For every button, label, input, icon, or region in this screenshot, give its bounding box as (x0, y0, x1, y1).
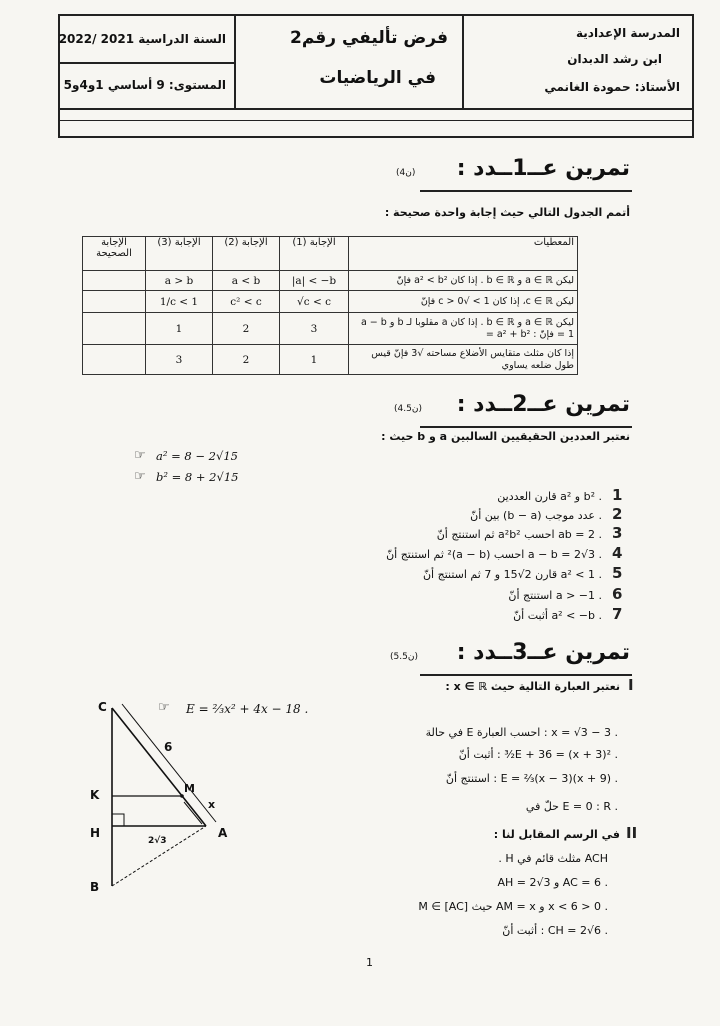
triangle-figure (82, 690, 242, 900)
ex3-f4: . CH = 2√6 : أثبت أنّ (502, 924, 608, 937)
ex3-f3: . 0 < x < 6 و AM = x حيث M ∈ [AC] (418, 900, 608, 913)
ex3-title: تمرين عــ3ــدد : (456, 640, 630, 665)
label-C: C (98, 700, 107, 714)
answer-3: 3 (146, 345, 213, 375)
label-base: 2√3 (148, 836, 167, 846)
ex3-f1: ACH مثلث قائم في H . (498, 852, 608, 865)
label-six: 6 (164, 740, 173, 754)
ex1-points: (4ن) (396, 168, 416, 178)
ex2-q4: . a − b = 2√3 احسب (a − b)² ثم استنتج أنّ (386, 548, 602, 561)
answer-1: 3 (280, 313, 349, 345)
ex3-underline (420, 674, 632, 676)
given: ليكن a ∈ ℝ و b ∈ ℝ . إذا كان a² < b² فإنّ (349, 271, 578, 291)
answer-1: √c < c (280, 291, 349, 313)
page-number: 1 (366, 956, 373, 969)
correct-cell[interactable] (83, 313, 146, 345)
line-BA (112, 826, 206, 886)
label-x: x (208, 798, 216, 811)
answer-2: 2 (213, 313, 280, 345)
ex2-q3: . ab = 2 احسب a²b² ثم استنتج أنّ (436, 528, 602, 541)
ex2-m3: 3 (612, 524, 623, 542)
ex3-q4: . E = 0 : R حلّ في (525, 800, 618, 813)
ex3-q2: . ³⁄₂E + 36 = (x + 3)² : أثبت أنّ (458, 748, 618, 761)
ex2-m6: 6 (612, 585, 623, 603)
ex2-q1: . b² و a² قارن العددين (497, 490, 602, 503)
given: ليكن c ∈ ℝ، إذا كان 1 > √c > 0 فإنّ (349, 291, 578, 313)
subject: في الرياضيات (319, 68, 436, 88)
ex3-points: (5.5ن) (390, 652, 418, 662)
ex2-q7: . a² < −b أثبت أنّ (513, 609, 602, 622)
answer-2: a < b (213, 271, 280, 291)
table-row (83, 313, 578, 345)
level: المستوى: 9 أساسي 1و4و5 (63, 78, 226, 92)
label-B: B (90, 880, 100, 894)
table-row (83, 345, 578, 375)
ex2-points: (4.5ن) (394, 404, 422, 414)
given: ليكن a ∈ ℝ و b ∈ ℝ . إذا كان a مقلوبا لـ b و a − b = 1 فإنّ : a² + b² = (349, 313, 578, 345)
answer-1: |a| < −b (280, 271, 349, 291)
header-divider (234, 16, 236, 108)
ex3-roman1: I (628, 676, 634, 694)
x-segment (184, 802, 202, 824)
ex2-q2: . عدد موجب (b − a) بين أنّ (470, 509, 602, 522)
answer-3: 1 (146, 313, 213, 345)
pointer-icon: ☞ (134, 448, 146, 463)
ex1-underline (420, 190, 632, 192)
header-divider (60, 120, 692, 121)
ex3-part1: نعتبر العبارة التالية حيث x ∈ ℝ : (445, 680, 620, 693)
ex2-m5: 5 (612, 564, 623, 582)
header-box (58, 14, 694, 138)
correct-cell[interactable] (83, 345, 146, 375)
ex2-underline (420, 426, 632, 428)
label-H: H (90, 826, 101, 840)
header-divider (60, 62, 234, 64)
answer-2: c² < c (213, 291, 280, 313)
ex2-intro: نعتبر العددين الحقيقيين السالبين a و b حيث : (381, 430, 630, 443)
col-answer-2: الإجابة (2) (213, 237, 280, 271)
ex3-part2: في الرسم المقابل لنا : (493, 828, 620, 841)
label-M: M (184, 782, 195, 795)
ex2-m7: 7 (612, 605, 623, 623)
line-CA (112, 708, 206, 826)
ex2-title: تمرين عــ2ــدد : (456, 392, 630, 417)
ex3-q3: . E = ⅔(x − 3)(x + 9) : استنتج أنّ (445, 772, 618, 785)
line-parallel (122, 704, 216, 822)
col-correct: الإجابة الصحيحة (83, 237, 146, 271)
answer-1: 1 (280, 345, 349, 375)
col-answer-1: الإجابة (1) (280, 237, 349, 271)
ex2-m2: 2 (612, 505, 623, 523)
ex3-expr: E = ⅔x² + 4x − 18 . (186, 702, 309, 716)
exam-title: فرض تأليفي رقم2 (289, 28, 448, 48)
given: إذا كان مثلث متقايس الأضلاع مساحته √3 فإنّ قيس طول ضلعه يساوي (349, 345, 578, 375)
table-row (83, 271, 578, 291)
answer-2: 2 (213, 345, 280, 375)
correct-cell[interactable] (83, 291, 146, 313)
ex3-q1: . x = √3 − 3 : احسب العبارة E في حالة (425, 726, 618, 739)
ex3-roman2: II (626, 824, 638, 842)
header-divider (60, 108, 692, 110)
ex1-title: تمرين عــ1ــدد : (456, 156, 630, 181)
answer-3: a > b (146, 271, 213, 291)
school-year: السنة الدراسية 2021 /2022 (58, 32, 226, 46)
pointer-icon: ☞ (158, 700, 170, 715)
label-K: K (90, 788, 100, 802)
answer-3: 1/c < 1 (146, 291, 213, 313)
correct-cell[interactable] (83, 271, 146, 291)
ex2-q5: . a² < 1 قارن 2√15 و 7 ثم استنتج أنّ (422, 568, 602, 581)
ex2-m1: 1 (612, 486, 623, 504)
col-given: المعطيات (349, 237, 578, 271)
ex2-m4: 4 (612, 544, 623, 562)
ex1-table (82, 236, 578, 375)
table-row (83, 291, 578, 313)
ex2-eq1: a² = 8 − 2√15 (156, 449, 238, 463)
label-A: A (218, 826, 228, 840)
pointer-icon: ☞ (134, 469, 146, 484)
ex1-instruction: أتمم الجدول التالي حيث إجابة واحدة صحيحة : (384, 206, 630, 219)
teacher: الأستاذ: حمودة الغانمي (544, 80, 680, 94)
table-header-row (83, 237, 578, 271)
right-angle-mark (112, 814, 124, 826)
school-name: ابن رشد الدبدان (567, 52, 662, 66)
ex3-f2: . AC = 6 و AH = 2√3 (497, 876, 608, 889)
ex2-q6: . a > −1 استنتج أنّ (508, 589, 602, 602)
ex2-eq2: b² = 8 + 2√15 (156, 470, 239, 484)
col-answer-3: الإجابة (3) (146, 237, 213, 271)
school: المدرسة الإعدادية (576, 26, 680, 40)
header-divider (462, 16, 464, 108)
